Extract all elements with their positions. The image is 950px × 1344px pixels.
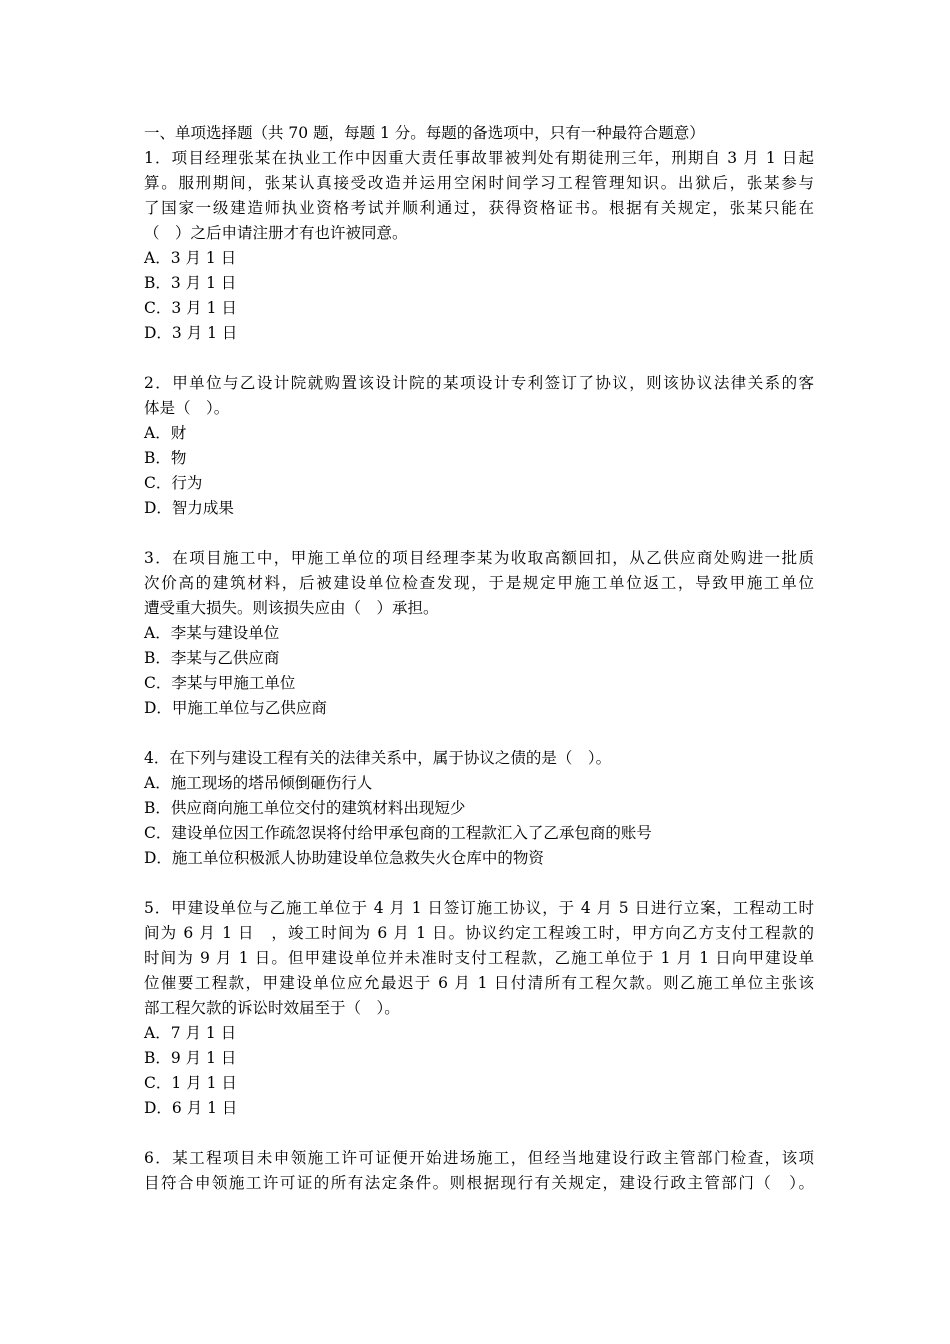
question-stem-line: 目符合申领施工许可证的所有法定条件。则根据现行有关规定，建设行政主管部门（ ）。 — [144, 1174, 814, 1192]
question-6 — [144, 1146, 814, 1196]
question-stem-line: 次价高的建筑材料，后被建设单位检查发现，于是规定甲施工单位返工，导致甲施工单位 — [144, 574, 814, 592]
question-stem-line: 算。服刑期间，张某认真接受改造并运用空闲时间学习工程管理知识。出狱后，张某参与 — [144, 174, 814, 192]
option-a: A．财 — [144, 424, 187, 442]
question-stem-line: 了国家一级建造师执业资格考试并顺利通过，获得资格证书。根据有关规定，张某只能在 — [144, 199, 814, 217]
question-stem-line: 6．某工程项目未申领施工许可证便开始进场施工，但经当地建设行政主管部门检查，该项 — [144, 1149, 814, 1167]
option-d: D．3 月 1 日 — [144, 324, 238, 342]
section-title: 一、单项选择题（共 70 题，每题 1 分。每题的备选项中，只有一种最符合题意） — [144, 124, 705, 142]
question-stem-line: 2．甲单位与乙设计院就购置该设计院的某项设计专利签订了协议，则该协议法律关系的客 — [144, 374, 814, 392]
question-stem-line: 时间为 9 月 1 日。但甲建设单位并未准时支付工程款，乙施工单位于 1 月 1 日向甲建设单 — [144, 949, 814, 967]
option-c: C．1 月 1 日 — [144, 1074, 237, 1092]
option-b: B．3 月 1 日 — [144, 274, 237, 292]
question-stem-line: 间为 6 月 1 日 ，竣工时间为 6 月 1 日。协议约定工程竣工时，甲方向乙方支付工程款的 — [144, 924, 814, 942]
option-a: A．李某与建设单位 — [144, 624, 280, 642]
question-2 — [144, 371, 814, 521]
option-d: D．6 月 1 日 — [144, 1099, 238, 1117]
question-3 — [144, 546, 814, 721]
option-c: C．3 月 1 日 — [144, 299, 237, 317]
option-c: C．行为 — [144, 474, 203, 492]
option-a: A．3 月 1 日 — [144, 249, 237, 267]
paragraph-gap — [144, 1121, 814, 1146]
question-1 — [144, 146, 814, 346]
question-stem-line: 4．在下列与建设工程有关的法律关系中，属于协议之债的是（ ）。 — [144, 749, 612, 767]
question-stem-line: 体是（ ）。 — [144, 399, 230, 417]
paragraph-gap — [144, 871, 814, 896]
question-stem-line: 位催要工程款，甲建设单位应允最迟于 6 月 1 日付清所有工程欠款。则乙施工单位主张该 — [144, 974, 814, 992]
question-stem-line: 部工程欠款的诉讼时效届至于（ ）。 — [144, 999, 400, 1017]
question-stem-line: 1．项目经理张某在执业工作中因重大责任事故罪被判处有期徒刑三年，刑期自 3 月 1 日起 — [144, 149, 814, 167]
question-stem-line: 5．甲建设单位与乙施工单位于 4 月 1 日签订施工协议，于 4 月 5 日进行立案，工程动工时 — [144, 899, 814, 917]
option-b: B．李某与乙供应商 — [144, 649, 280, 667]
option-d: D．施工单位积极派人协助建设单位急救失火仓库中的物资 — [144, 849, 544, 867]
option-d: D．甲施工单位与乙供应商 — [144, 699, 327, 717]
option-b: B．9 月 1 日 — [144, 1049, 237, 1067]
option-b: B．物 — [144, 449, 187, 467]
option-b: B．供应商向施工单位交付的建筑材料出现短少 — [144, 799, 466, 817]
document-body — [144, 121, 814, 1196]
paragraph-gap — [144, 721, 814, 746]
question-stem-line: 遭受重大损失。则该损失应由（ ）承担。 — [144, 599, 439, 617]
option-c: C．李某与甲施工单位 — [144, 674, 296, 692]
option-a: A．施工现场的塔吊倾倒砸伤行人 — [144, 774, 373, 792]
question-4 — [144, 746, 814, 871]
option-a: A．7 月 1 日 — [144, 1024, 237, 1042]
option-d: D．智力成果 — [144, 499, 234, 517]
question-stem-line: （ ）之后申请注册才有也许被同意。 — [144, 224, 408, 242]
paragraph-gap — [144, 346, 814, 371]
paragraph-gap — [144, 521, 814, 546]
question-stem-line: 3．在项目施工中，甲施工单位的项目经理李某为收取高额回扣，从乙供应商处购进一批质 — [144, 549, 814, 567]
option-c: C．建设单位因工作疏忽误将付给甲承包商的工程款汇入了乙承包商的账号 — [144, 824, 652, 842]
question-5 — [144, 896, 814, 1121]
